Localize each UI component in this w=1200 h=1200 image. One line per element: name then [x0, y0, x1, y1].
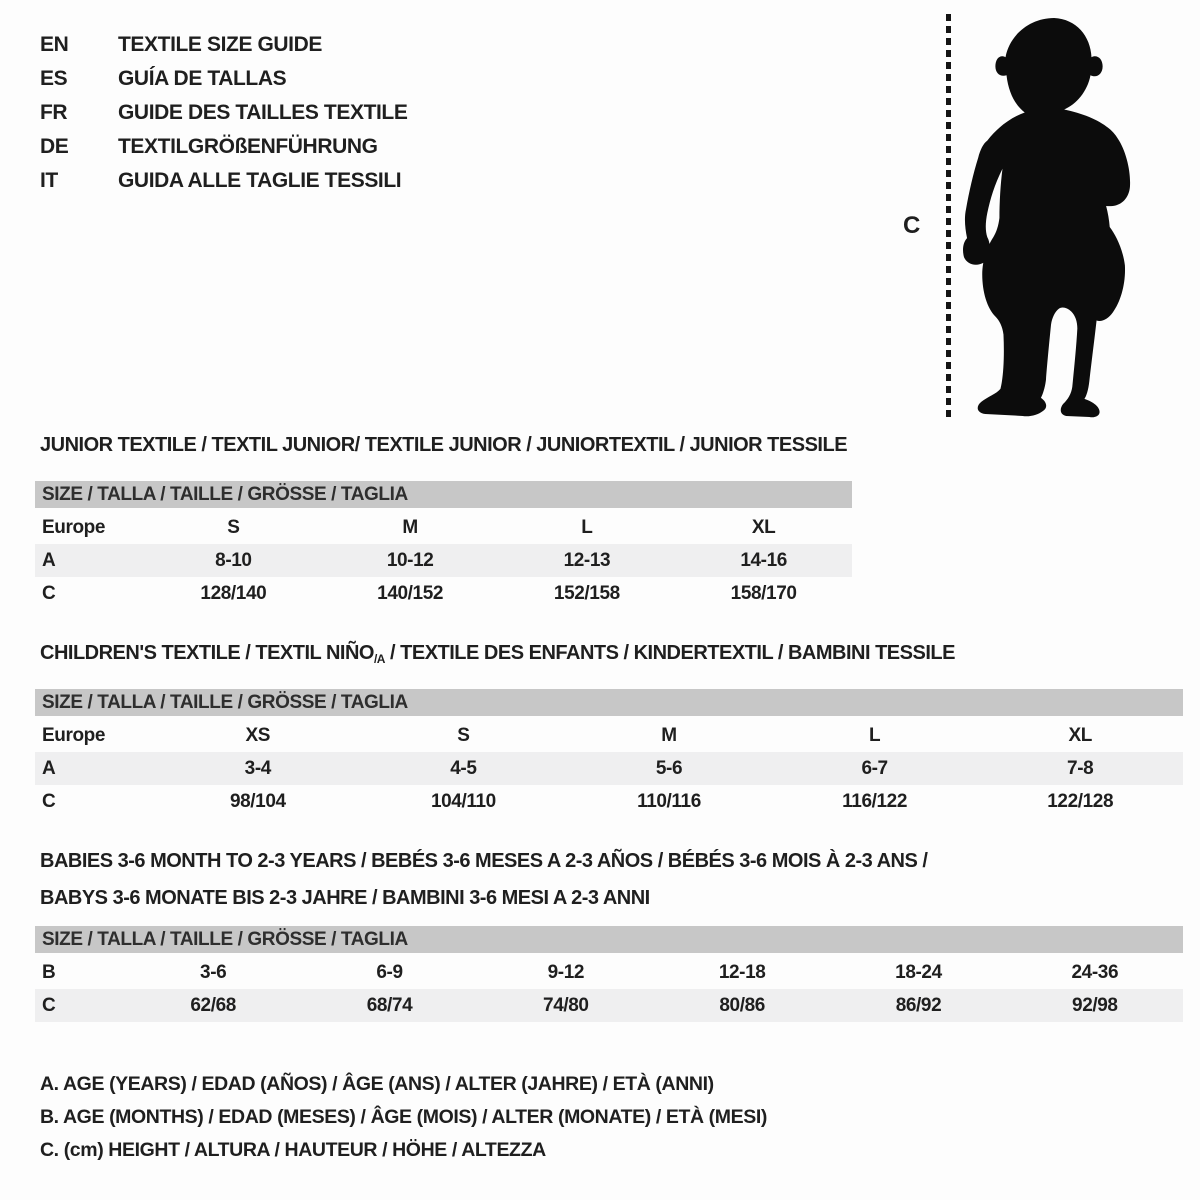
table-row	[35, 752, 1183, 785]
size-cell: 158/170	[730, 582, 797, 604]
size-table-header: SIZE / TALLA / TAILLE / GRÖSSE / TAGLIA	[35, 926, 1183, 953]
size-cell: XL	[1068, 724, 1092, 746]
table-row	[35, 577, 852, 610]
size-cell: L	[868, 724, 881, 746]
lang-title: GUIDA ALLE TAGLIE TESSILI	[118, 169, 402, 192]
size-cell: M	[402, 516, 418, 538]
size-table-header: SIZE / TALLA / TAILLE / GRÖSSE / TAGLIA	[35, 481, 852, 508]
children-section-title	[40, 642, 955, 666]
row-label: A	[42, 757, 56, 779]
table-row	[35, 956, 1183, 989]
lang-title: GUÍA DE TALLAS	[118, 67, 287, 90]
babies-title-line1: BABIES 3-6 MONTH TO 2-3 YEARS / BEBÉS 3-6 MESES A 2-3 AÑOS / BÉBÉS 3-6 MOIS À 2-3 ANS /	[40, 850, 928, 872]
size-cell: S	[457, 724, 470, 746]
lang-code: EN	[40, 33, 69, 56]
table-row	[35, 511, 852, 544]
height-c-label: C	[903, 212, 921, 239]
lang-code: FR	[40, 101, 68, 124]
lang-title: TEXTILGRÖßENFÜHRUNG	[118, 135, 378, 158]
table-row	[35, 785, 1183, 818]
size-table-header: SIZE / TALLA / TAILLE / GRÖSSE / TAGLIA	[35, 689, 1183, 716]
size-cell: 62/68	[190, 994, 236, 1016]
babies-size-table	[35, 926, 1183, 1022]
lang-code: ES	[40, 67, 68, 90]
row-label: Europe	[42, 516, 106, 538]
babies-section-title	[40, 843, 927, 917]
lang-row-en	[40, 28, 407, 62]
lang-code: IT	[40, 169, 58, 192]
lang-row-es	[40, 62, 407, 96]
legend-line-a: A. AGE (YEARS) / EDAD (AÑOS) / ÂGE (ANS) / ALTER (JAHRE) / ETÀ (ANNI)	[40, 1073, 714, 1095]
size-cell: 152/158	[553, 582, 620, 604]
table-row	[35, 544, 852, 577]
language-title-block	[40, 28, 407, 198]
lang-code: DE	[40, 135, 69, 158]
junior-size-table	[35, 481, 852, 610]
junior-section-title: JUNIOR TEXTILE / TEXTIL JUNIOR/ TEXTILE JUNIOR / JUNIORTEXTIL / JUNIOR TESSILE	[40, 434, 848, 456]
size-cell: 6-9	[376, 961, 403, 983]
size-cell: 6-7	[861, 757, 888, 779]
size-cell: 10-12	[386, 549, 434, 571]
babies-title-line2: BABYS 3-6 MONATE BIS 2-3 JAHRE / BAMBINI 3-6 MESI A 2-3 ANNI	[40, 887, 650, 909]
table-row	[35, 719, 1183, 752]
size-cell: 128/140	[200, 582, 267, 604]
legend-line-c: C. (cm) HEIGHT / ALTURA / HAUTEUR / HÖHE / ALTEZZA	[40, 1139, 546, 1161]
size-cell: S	[227, 516, 240, 538]
size-cell: 68/74	[366, 994, 413, 1016]
size-cell: 12-18	[718, 961, 766, 983]
size-cell: L	[581, 516, 593, 538]
lang-row-fr	[40, 96, 407, 130]
size-cell: 140/152	[377, 582, 444, 604]
row-label: C	[42, 994, 56, 1016]
lang-row-de	[40, 130, 407, 164]
size-cell: 98/104	[229, 790, 286, 812]
size-cell: 116/122	[842, 790, 907, 812]
size-cell: XL	[751, 516, 776, 538]
size-cell: 5-6	[655, 757, 683, 779]
size-cell: 3-6	[200, 961, 227, 983]
children-title-sub: /A	[373, 652, 385, 666]
legend-block	[40, 1068, 767, 1167]
row-label: A	[42, 549, 56, 571]
size-cell: 24-36	[1071, 961, 1119, 983]
toddler-silhouette-icon	[962, 16, 1134, 418]
size-cell: 9-12	[547, 961, 585, 983]
size-cell: 74/80	[543, 994, 589, 1016]
size-cell: 18-24	[895, 961, 942, 983]
table-row	[35, 989, 1183, 1022]
size-cell: 104/110	[430, 790, 496, 812]
size-cell: 8-10	[215, 549, 252, 571]
lang-title: GUIDE DES TAILLES TEXTILE	[118, 101, 408, 124]
row-label: C	[42, 582, 56, 604]
size-cell: 122/128	[1047, 790, 1114, 812]
size-cell: 4-5	[450, 757, 477, 779]
legend-line-b: B. AGE (MONTHS) / EDAD (MESES) / ÂGE (MOIS) / ALTER (MONATE) / ETÀ (MESI)	[40, 1106, 767, 1128]
size-cell: 110/116	[637, 790, 701, 812]
lang-row-it	[40, 164, 407, 198]
size-cell: XS	[245, 724, 271, 746]
height-dashed-line	[946, 14, 951, 418]
children-title-main: CHILDREN'S TEXTILE / TEXTIL NIÑO	[40, 642, 374, 664]
row-label: C	[42, 790, 56, 812]
size-cell: 7-8	[1067, 757, 1094, 779]
size-cell: 12-13	[563, 549, 611, 571]
row-label: Europe	[42, 724, 106, 746]
children-title-rest: / TEXTILE DES ENFANTS / KINDERTEXTIL / BAMBINI TESSILE	[384, 642, 955, 664]
size-cell: 92/98	[1072, 994, 1118, 1016]
lang-title: TEXTILE SIZE GUIDE	[118, 33, 322, 56]
size-cell: 3-4	[244, 757, 271, 779]
children-size-table	[35, 689, 1183, 818]
size-cell: 86/92	[895, 994, 942, 1016]
size-cell: 14-16	[740, 549, 787, 571]
row-label: B	[42, 961, 56, 983]
size-cell: M	[661, 724, 677, 746]
size-cell: 80/86	[719, 994, 765, 1016]
